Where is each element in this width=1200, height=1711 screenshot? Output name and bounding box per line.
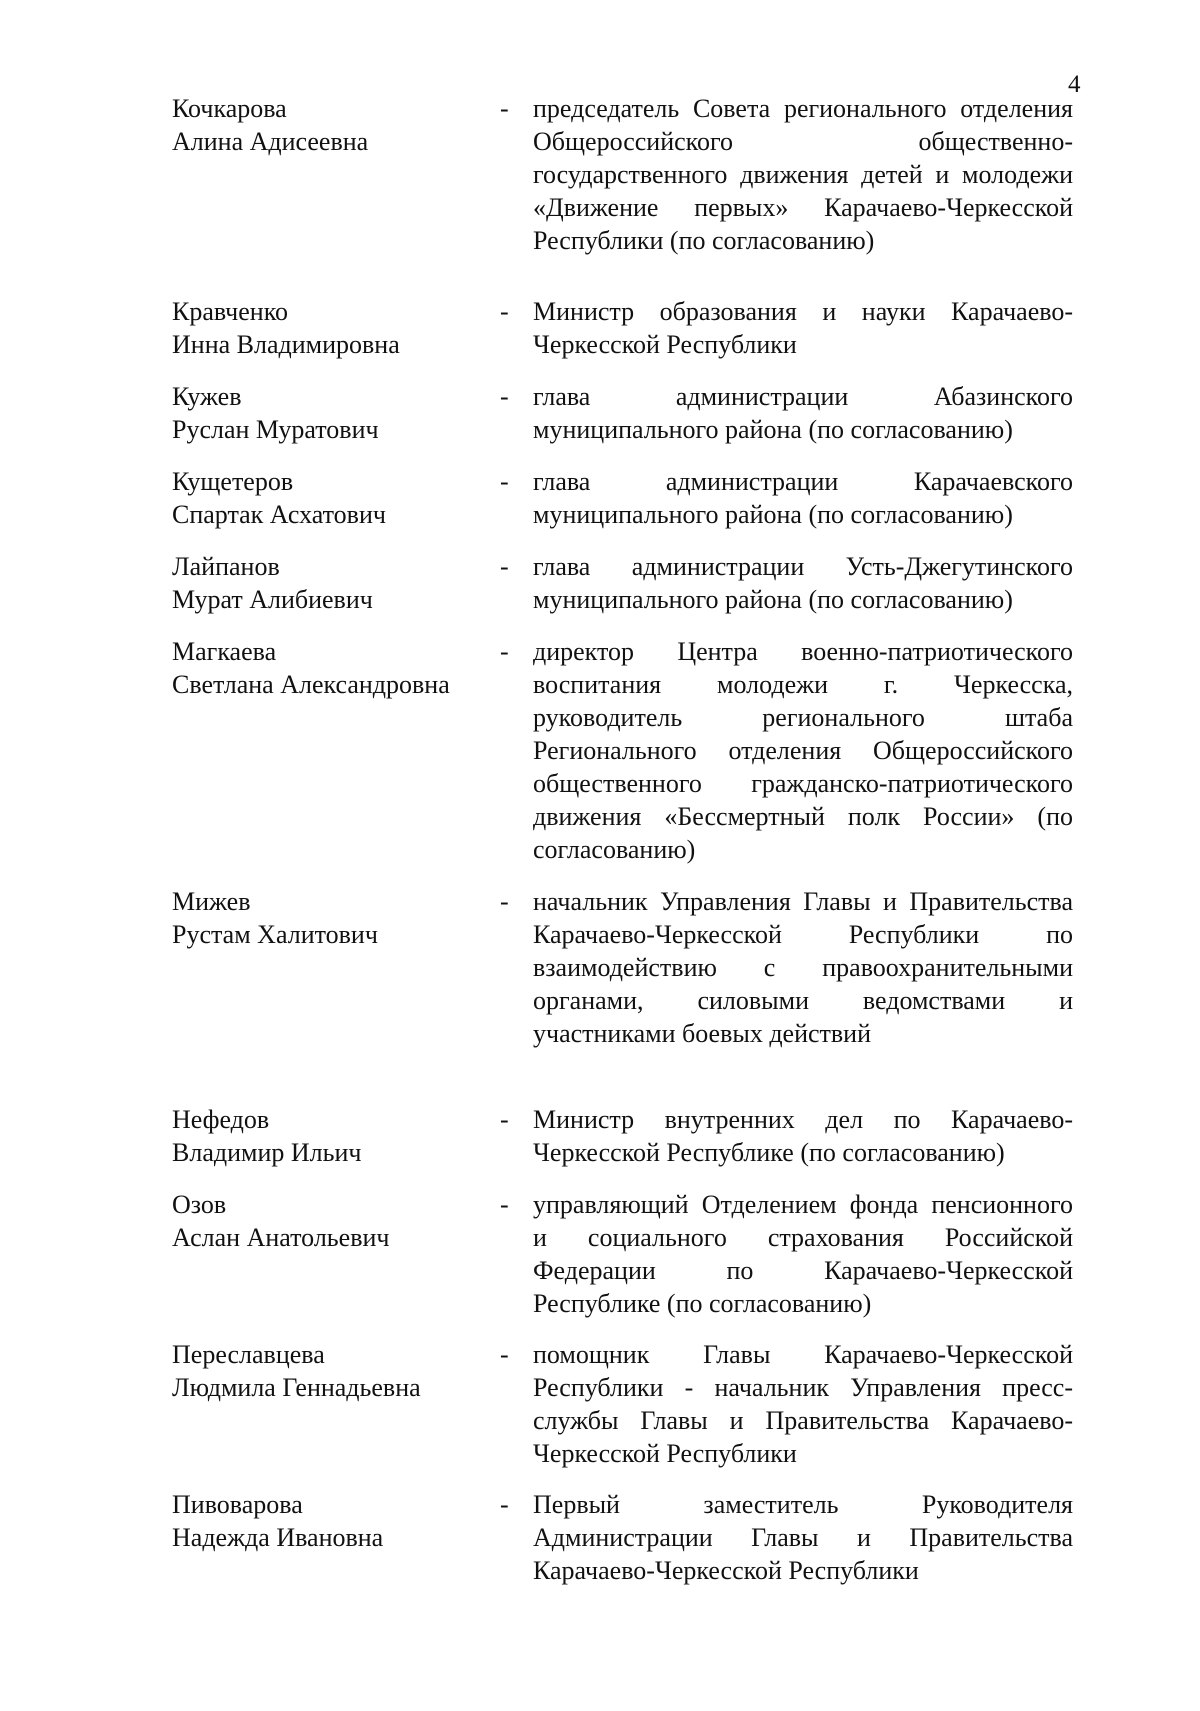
dash-separator: -: [500, 467, 509, 496]
dash-separator: -: [500, 1105, 509, 1134]
member-given-names: Спартак Асхатович: [172, 500, 386, 529]
member-name: [172, 465, 492, 531]
member-surname: Нефедов: [172, 1105, 270, 1134]
member-surname: Пивоварова: [172, 1490, 303, 1519]
member-surname: Кущетеров: [172, 467, 294, 496]
dash-separator: -: [500, 382, 509, 411]
member-name: [172, 1488, 492, 1554]
member-name: [172, 380, 492, 446]
member-position: глава администрации Абазинского муниципального района (по согласованию): [533, 382, 1073, 444]
member-surname: Переславцева: [172, 1340, 325, 1369]
dash-separator: -: [500, 552, 509, 581]
member-position: Министр внутренних дел по Карачаево-Черкесской Республике (по согласованию): [533, 1105, 1073, 1167]
member-given-names: Владимир Ильич: [172, 1138, 362, 1167]
member-name: [172, 885, 492, 951]
member-surname: Мижев: [172, 887, 251, 916]
member-position: Министр образования и науки Карачаево-Черкесской Республики: [533, 297, 1073, 359]
dash-separator: -: [500, 1340, 509, 1369]
dash-separator: -: [500, 297, 509, 326]
dash-separator: -: [500, 887, 509, 916]
member-name: [172, 1188, 492, 1254]
member-position: председатель Совета регионального отделения Общероссийского общественно-государственного движения детей и молодежи «Движение первых» Карачаево-Черкесской Республики (по согласованию): [533, 94, 1073, 255]
member-given-names: Людмила Геннадьевна: [172, 1373, 421, 1402]
member-given-names: Инна Владимировна: [172, 330, 400, 359]
member-position: глава администрации Карачаевского муниципального района (по согласованию): [533, 467, 1073, 529]
member-name: [172, 295, 492, 361]
page-number: 4: [1068, 71, 1081, 98]
member-surname: Кочкарова: [172, 94, 287, 123]
member-name: [172, 635, 492, 701]
dash-separator: -: [500, 637, 509, 666]
dash-separator: -: [500, 1190, 509, 1219]
member-given-names: Алина Адисеевна: [172, 127, 369, 156]
dash-separator: -: [500, 94, 509, 123]
dash-separator: -: [500, 1490, 509, 1519]
member-position: директор Центра военно-патриотического воспитания молодежи г. Черкесска, руководитель регионального штаба Регионального отделения Общероссийского общественного гражданско-патриотического движения «Бессмертный полк России» (по согласованию): [533, 637, 1073, 864]
member-given-names: Аслан Анатольевич: [172, 1223, 390, 1252]
member-name: [172, 1338, 492, 1404]
member-name: [172, 92, 492, 158]
member-surname: Кужев: [172, 382, 242, 411]
member-position: глава администрации Усть-Джегутинского муниципального района (по согласованию): [533, 552, 1073, 614]
member-given-names: Мурат Алибиевич: [172, 585, 373, 614]
member-position: Первый заместитель Руководителя Администрации Главы и Правительства Карачаево-Черкесской Республики: [533, 1490, 1073, 1585]
member-given-names: Светлана Александровна: [172, 670, 450, 699]
member-name: [172, 1103, 492, 1169]
member-given-names: Рустам Халитович: [172, 920, 378, 949]
member-position: управляющий Отделением фонда пенсионного и социального страхования Российской Федерации по Карачаево-Черкесской Республике (по согласованию): [533, 1190, 1073, 1318]
member-position: начальник Управления Главы и Правительства Карачаево-Черкесской Республики по взаимодействию с правоохранительными органами, силовыми ведомствами и участниками боевых действий: [533, 887, 1073, 1048]
member-given-names: Руслан Муратович: [172, 415, 379, 444]
member-surname: Озов: [172, 1190, 227, 1219]
member-name: [172, 550, 492, 616]
member-surname: Лайпанов: [172, 552, 280, 581]
member-position: помощник Главы Карачаево-Черкесской Республики - начальник Управления пресс-службы Главы и Правительства Карачаево-Черкесской Республики: [533, 1340, 1073, 1468]
member-surname: Магкаева: [172, 637, 277, 666]
member-surname: Кравченко: [172, 297, 289, 326]
member-given-names: Надежда Ивановна: [172, 1523, 384, 1552]
